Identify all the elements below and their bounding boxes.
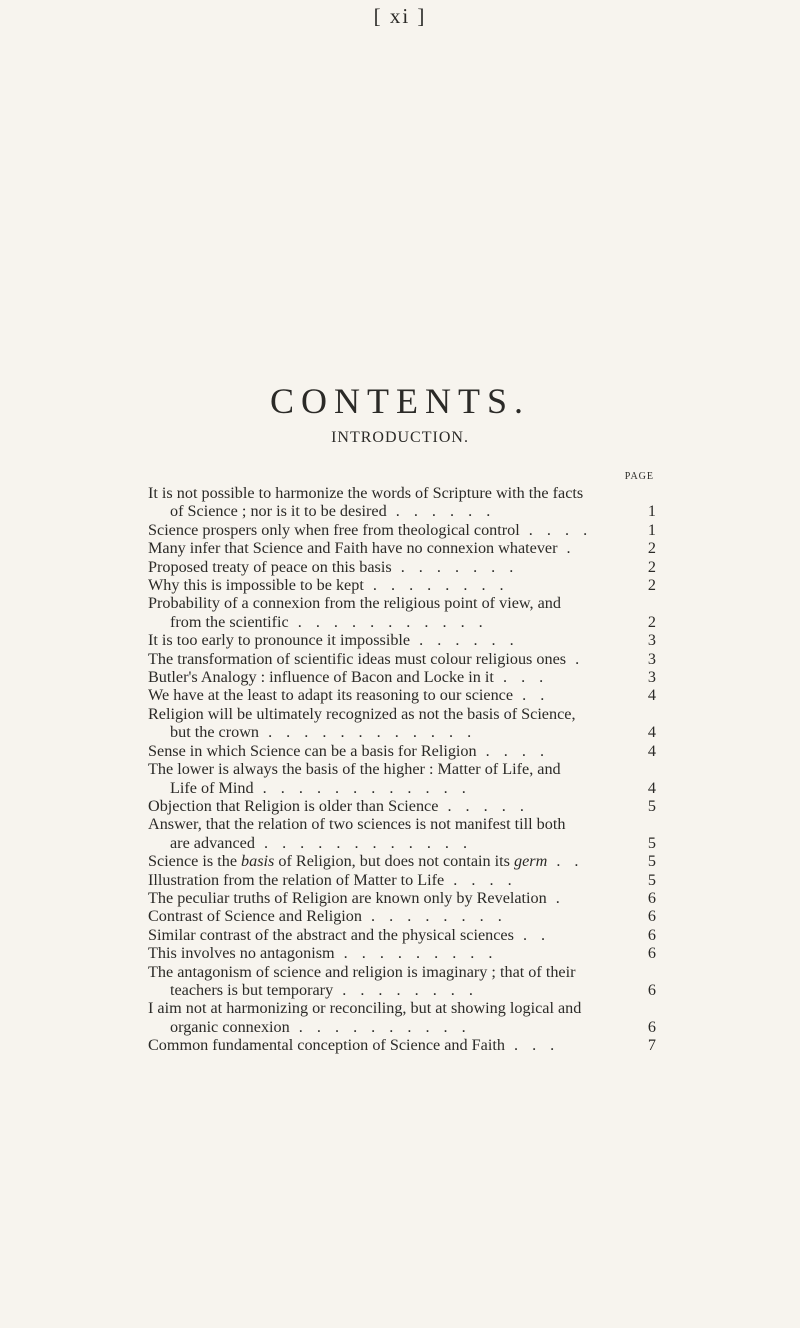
page-number: 6 bbox=[647, 907, 656, 926]
page-number: 4 bbox=[647, 686, 656, 705]
toc-entry bbox=[148, 686, 656, 704]
page-number: 3 bbox=[647, 631, 656, 650]
entry-text: The transformation of scientific ideas must colour religious ones bbox=[148, 649, 567, 668]
entry-text-cont: are advanced bbox=[170, 833, 255, 852]
entry-text-cont: organic connexion bbox=[170, 1017, 290, 1036]
section-title: INTRODUCTION. bbox=[331, 429, 469, 446]
leader-dots: . . . bbox=[504, 1036, 560, 1055]
entry-text: Proposed treaty of peace on this basis bbox=[148, 557, 392, 576]
page-number: 3 bbox=[647, 668, 656, 687]
toc-entry bbox=[148, 926, 656, 944]
entry-text: We have at the least to adapt its reasoning to our science bbox=[148, 686, 514, 705]
page-number: 6 bbox=[647, 888, 656, 907]
toc-entry bbox=[148, 999, 656, 1036]
leader-dots: . . . . bbox=[476, 741, 549, 760]
page-title: CONTENTS. bbox=[270, 381, 530, 422]
toc-entry bbox=[148, 594, 656, 631]
toc-entry bbox=[148, 815, 656, 852]
leader-dots: . . . . . . bbox=[386, 502, 496, 521]
toc-entry bbox=[148, 558, 656, 576]
leader-dots: . . . . . . . . . . . . bbox=[259, 723, 477, 742]
page-number: 5 bbox=[647, 870, 656, 889]
leader-dots: . . bbox=[513, 925, 551, 944]
entry-text: Science is the bbox=[148, 852, 237, 871]
toc-entry bbox=[148, 539, 656, 557]
entry-text: The antagonism of science and religion is imaginary ; that of their bbox=[148, 962, 576, 981]
leader-dots: . . . . . . . . bbox=[362, 907, 507, 926]
leader-dots: . bbox=[557, 539, 576, 558]
entry-text: Contrast of Science and Religion bbox=[148, 907, 362, 926]
page-column-label: PAGE bbox=[624, 471, 654, 482]
page-number: 4 bbox=[647, 741, 656, 760]
leader-dots: . . . . bbox=[519, 520, 593, 539]
entry-text: Religion will be ultimately recognized as not the basis of Science, bbox=[148, 704, 576, 723]
leader-dots: . . . . bbox=[444, 870, 517, 889]
page-number: 1 bbox=[647, 520, 656, 539]
page-number: 6 bbox=[647, 925, 656, 944]
entry-text-cont: of Science ; nor is it to be desired bbox=[170, 502, 387, 521]
page-number: 3 bbox=[647, 649, 656, 668]
leader-dots: . . . . . . . bbox=[391, 557, 519, 576]
entry-text-mid: of Religion, but does not contain its bbox=[274, 852, 514, 871]
leader-dots: . . . . . . . . bbox=[333, 980, 478, 999]
toc-entry bbox=[148, 668, 656, 686]
page-number: 5 bbox=[647, 852, 656, 871]
entry-text: Probability of a connexion from the religious point of view, and bbox=[148, 594, 561, 613]
toc-entry bbox=[148, 742, 656, 760]
page-number: 2 bbox=[647, 576, 656, 595]
toc-entry bbox=[148, 907, 656, 925]
entry-text: Why this is impossible to be kept bbox=[148, 576, 364, 595]
page-number: 4 bbox=[647, 723, 656, 742]
page-marker: [ xi ] bbox=[373, 4, 427, 28]
leader-dots: . . . . . . . . . bbox=[334, 944, 498, 963]
page-number: 5 bbox=[647, 796, 656, 815]
toc-entry bbox=[148, 963, 656, 1000]
entry-text-cont: Life of Mind bbox=[170, 778, 254, 797]
leader-dots: . . bbox=[547, 852, 584, 871]
toc-entry bbox=[148, 576, 656, 594]
page-number: 2 bbox=[647, 612, 656, 631]
page-number: 7 bbox=[647, 1036, 656, 1055]
entry-text: Objection that Religion is older than Science bbox=[148, 796, 439, 815]
entry-text: Butler's Analogy : influence of Bacon and Locke in it bbox=[148, 668, 494, 687]
table-of-contents bbox=[148, 484, 656, 1055]
entry-text: Answer, that the relation of two sciences is not manifest till both bbox=[148, 815, 566, 834]
toc-entry bbox=[148, 852, 656, 870]
leader-dots: . . . . . . . . . . . . bbox=[254, 833, 473, 852]
entry-text: Similar contrast of the abstract and the physical sciences bbox=[148, 925, 514, 944]
leader-dots: . . . . . . . . . . . . bbox=[253, 778, 471, 797]
entry-text: Common fundamental conception of Science and Faith bbox=[148, 1036, 505, 1055]
entry-text: Science prospers only when free from theological control bbox=[148, 520, 520, 539]
leader-dots: . . . . . . . . . . bbox=[289, 1017, 471, 1036]
entry-text: Many infer that Science and Faith have no connexion whatever bbox=[148, 539, 558, 558]
leader-dots: . bbox=[546, 888, 565, 907]
toc-entry bbox=[148, 760, 656, 797]
toc-entry bbox=[148, 871, 656, 889]
toc-entry bbox=[148, 797, 656, 815]
page-number: 4 bbox=[647, 778, 656, 797]
toc-entry bbox=[148, 484, 656, 521]
page-number: 6 bbox=[647, 1017, 656, 1036]
leader-dots: . . . . . bbox=[438, 796, 529, 815]
entry-text: This involves no antagonism bbox=[148, 944, 335, 963]
toc-entry bbox=[148, 1036, 656, 1054]
toc-entry bbox=[148, 631, 656, 649]
leader-dots: . . . . . . . . bbox=[363, 576, 509, 595]
toc-entry bbox=[148, 889, 656, 907]
page-number: 1 bbox=[647, 502, 656, 521]
entry-italic-germ: germ bbox=[514, 852, 548, 871]
entry-text: I aim not at harmonizing or reconciling, but at showing logical and bbox=[148, 999, 582, 1018]
entry-text: It is too early to pronounce it impossible bbox=[148, 631, 411, 650]
leader-dots: . . . . . . bbox=[410, 631, 519, 650]
entry-text-cont: from the scientific bbox=[170, 612, 289, 631]
entry-italic-basis: basis bbox=[241, 852, 275, 871]
toc-entry bbox=[148, 705, 656, 742]
leader-dots: . bbox=[566, 649, 585, 668]
toc-entry bbox=[148, 650, 656, 668]
entry-text: Illustration from the relation of Matter to Life bbox=[148, 870, 445, 889]
page-number: 2 bbox=[647, 539, 656, 558]
entry-text: It is not possible to harmonize the words of Scripture with the facts bbox=[148, 484, 584, 502]
page-number: 6 bbox=[647, 944, 656, 963]
leader-dots: . . . . . . . . . . . bbox=[288, 612, 488, 631]
entry-text-cont: but the crown bbox=[170, 723, 260, 742]
entry-text: Sense in which Science can be a basis for Religion bbox=[148, 741, 477, 760]
leader-dots: . . . bbox=[493, 668, 549, 687]
entry-text: The lower is always the basis of the higher : Matter of Life, and bbox=[148, 760, 561, 779]
entry-text-cont: teachers is but temporary bbox=[170, 980, 334, 999]
entry-text: The peculiar truths of Religion are known only by Revelation bbox=[148, 888, 547, 907]
page-number: 2 bbox=[647, 557, 656, 576]
page-number: 6 bbox=[647, 980, 656, 999]
leader-dots: . . bbox=[513, 686, 550, 705]
toc-entry bbox=[148, 944, 656, 962]
toc-entry bbox=[148, 521, 656, 539]
page-number: 5 bbox=[647, 833, 656, 852]
